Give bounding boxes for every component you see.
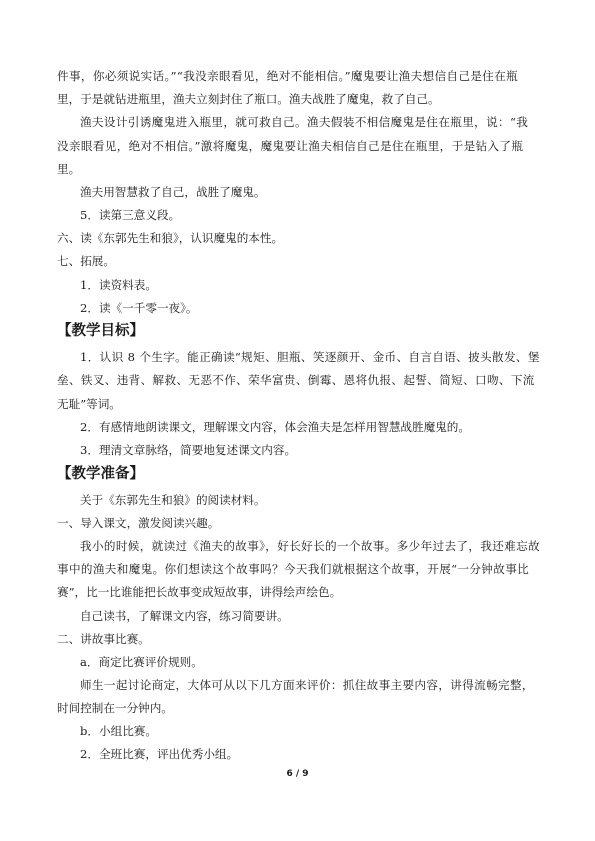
text-line: 无耻”等词。 bbox=[57, 397, 121, 411]
list-item: 2．读《一千零一夜》。 bbox=[80, 301, 198, 315]
heading-teaching-preparation: 【教学准备】 bbox=[57, 466, 144, 482]
section-heading: 一、导入课文，激发阅读兴趣。 bbox=[57, 516, 220, 530]
list-item: 2．有感情地朗读课文，理解课文内容，体会渔夫是怎样用智慧战胜魔鬼的。 bbox=[80, 420, 470, 434]
text-line: 里。 bbox=[57, 162, 81, 176]
text-line: 我小的时候，就读过《渔夫的故事》，好长好长的一个故事。多少年过去了，我还难忘故 bbox=[80, 539, 541, 553]
list-item: 3．理清文章脉络，简要地复述课文内容。 bbox=[80, 443, 297, 457]
text-line: 赛”，比一比谁能把长故事变成短故事，讲得绘声绘色。 bbox=[57, 585, 342, 599]
text-line: 事中的渔夫和魔鬼。你们想读这个故事吗？今天我们就根据这个故事，开展“一分钟故事比 bbox=[57, 562, 530, 576]
text-line: 垒、铁叉、违背、解救、无恶不作、荣华富贵、倒霉、恩将仇报、起誓、简短、口吻、下流 bbox=[57, 373, 535, 387]
list-item: 1．读资料表。 bbox=[80, 278, 157, 292]
section-heading: 六、读《东郭先生和狼》，认识魔鬼的本性。 bbox=[57, 231, 284, 245]
text-line: 5．读第三意义段。 bbox=[80, 208, 181, 222]
heading-teaching-goals: 【教学目标】 bbox=[57, 323, 144, 339]
list-item: a．商定比赛评价规则。 bbox=[80, 655, 203, 669]
text-line: 渔夫用智慧救了自己，战胜了魔鬼。 bbox=[80, 185, 266, 199]
text-line: 关于《东郭先生和狼》的阅读材料。 bbox=[80, 493, 266, 507]
text-line: 师生一起讨论商定，大体可从以下几方面来评价：抓住故事主要内容，讲得流畅完整， bbox=[80, 678, 534, 692]
text-line: 件事，你必须说实话。”“我没亲眼看见，绝对不能相信。”魔鬼要让渔夫想信自己是住在瓶 bbox=[57, 69, 519, 83]
text-line: 1．认识 8 个生字。能正确读“规矩、胆瓶、笑逐颜开、金币、自言自语、披头散发、堡 bbox=[80, 350, 540, 364]
text-line: 自己读书，了解课文内容，练习简要讲。 bbox=[80, 609, 289, 623]
list-item: 2．全班比赛，评出优秀小组。 bbox=[80, 747, 239, 761]
text-line: 里，于是就钻进瓶里，渔夫立刻封住了瓶口。渔夫战胜了魔鬼，救了自己。 bbox=[57, 92, 440, 106]
section-heading: 二、讲故事比赛。 bbox=[57, 632, 150, 646]
text-line: 渔夫设计引诱魔鬼进入瓶里，就可救自己。渔夫假装不相信魔鬼是住在瓶里，说：“我 bbox=[80, 115, 529, 129]
page-number: 6 / 9 bbox=[286, 769, 309, 779]
text-line: 时间控制在一分钟内。 bbox=[57, 701, 173, 715]
text-line: 没亲眼看见，绝对不相信。”激将魔鬼，魔鬼要让渔夫相信自己是住在瓶里，于是钻入了瓶 bbox=[57, 139, 524, 153]
list-item: b．小组比赛。 bbox=[80, 724, 157, 738]
section-heading: 七、拓展。 bbox=[57, 254, 115, 268]
